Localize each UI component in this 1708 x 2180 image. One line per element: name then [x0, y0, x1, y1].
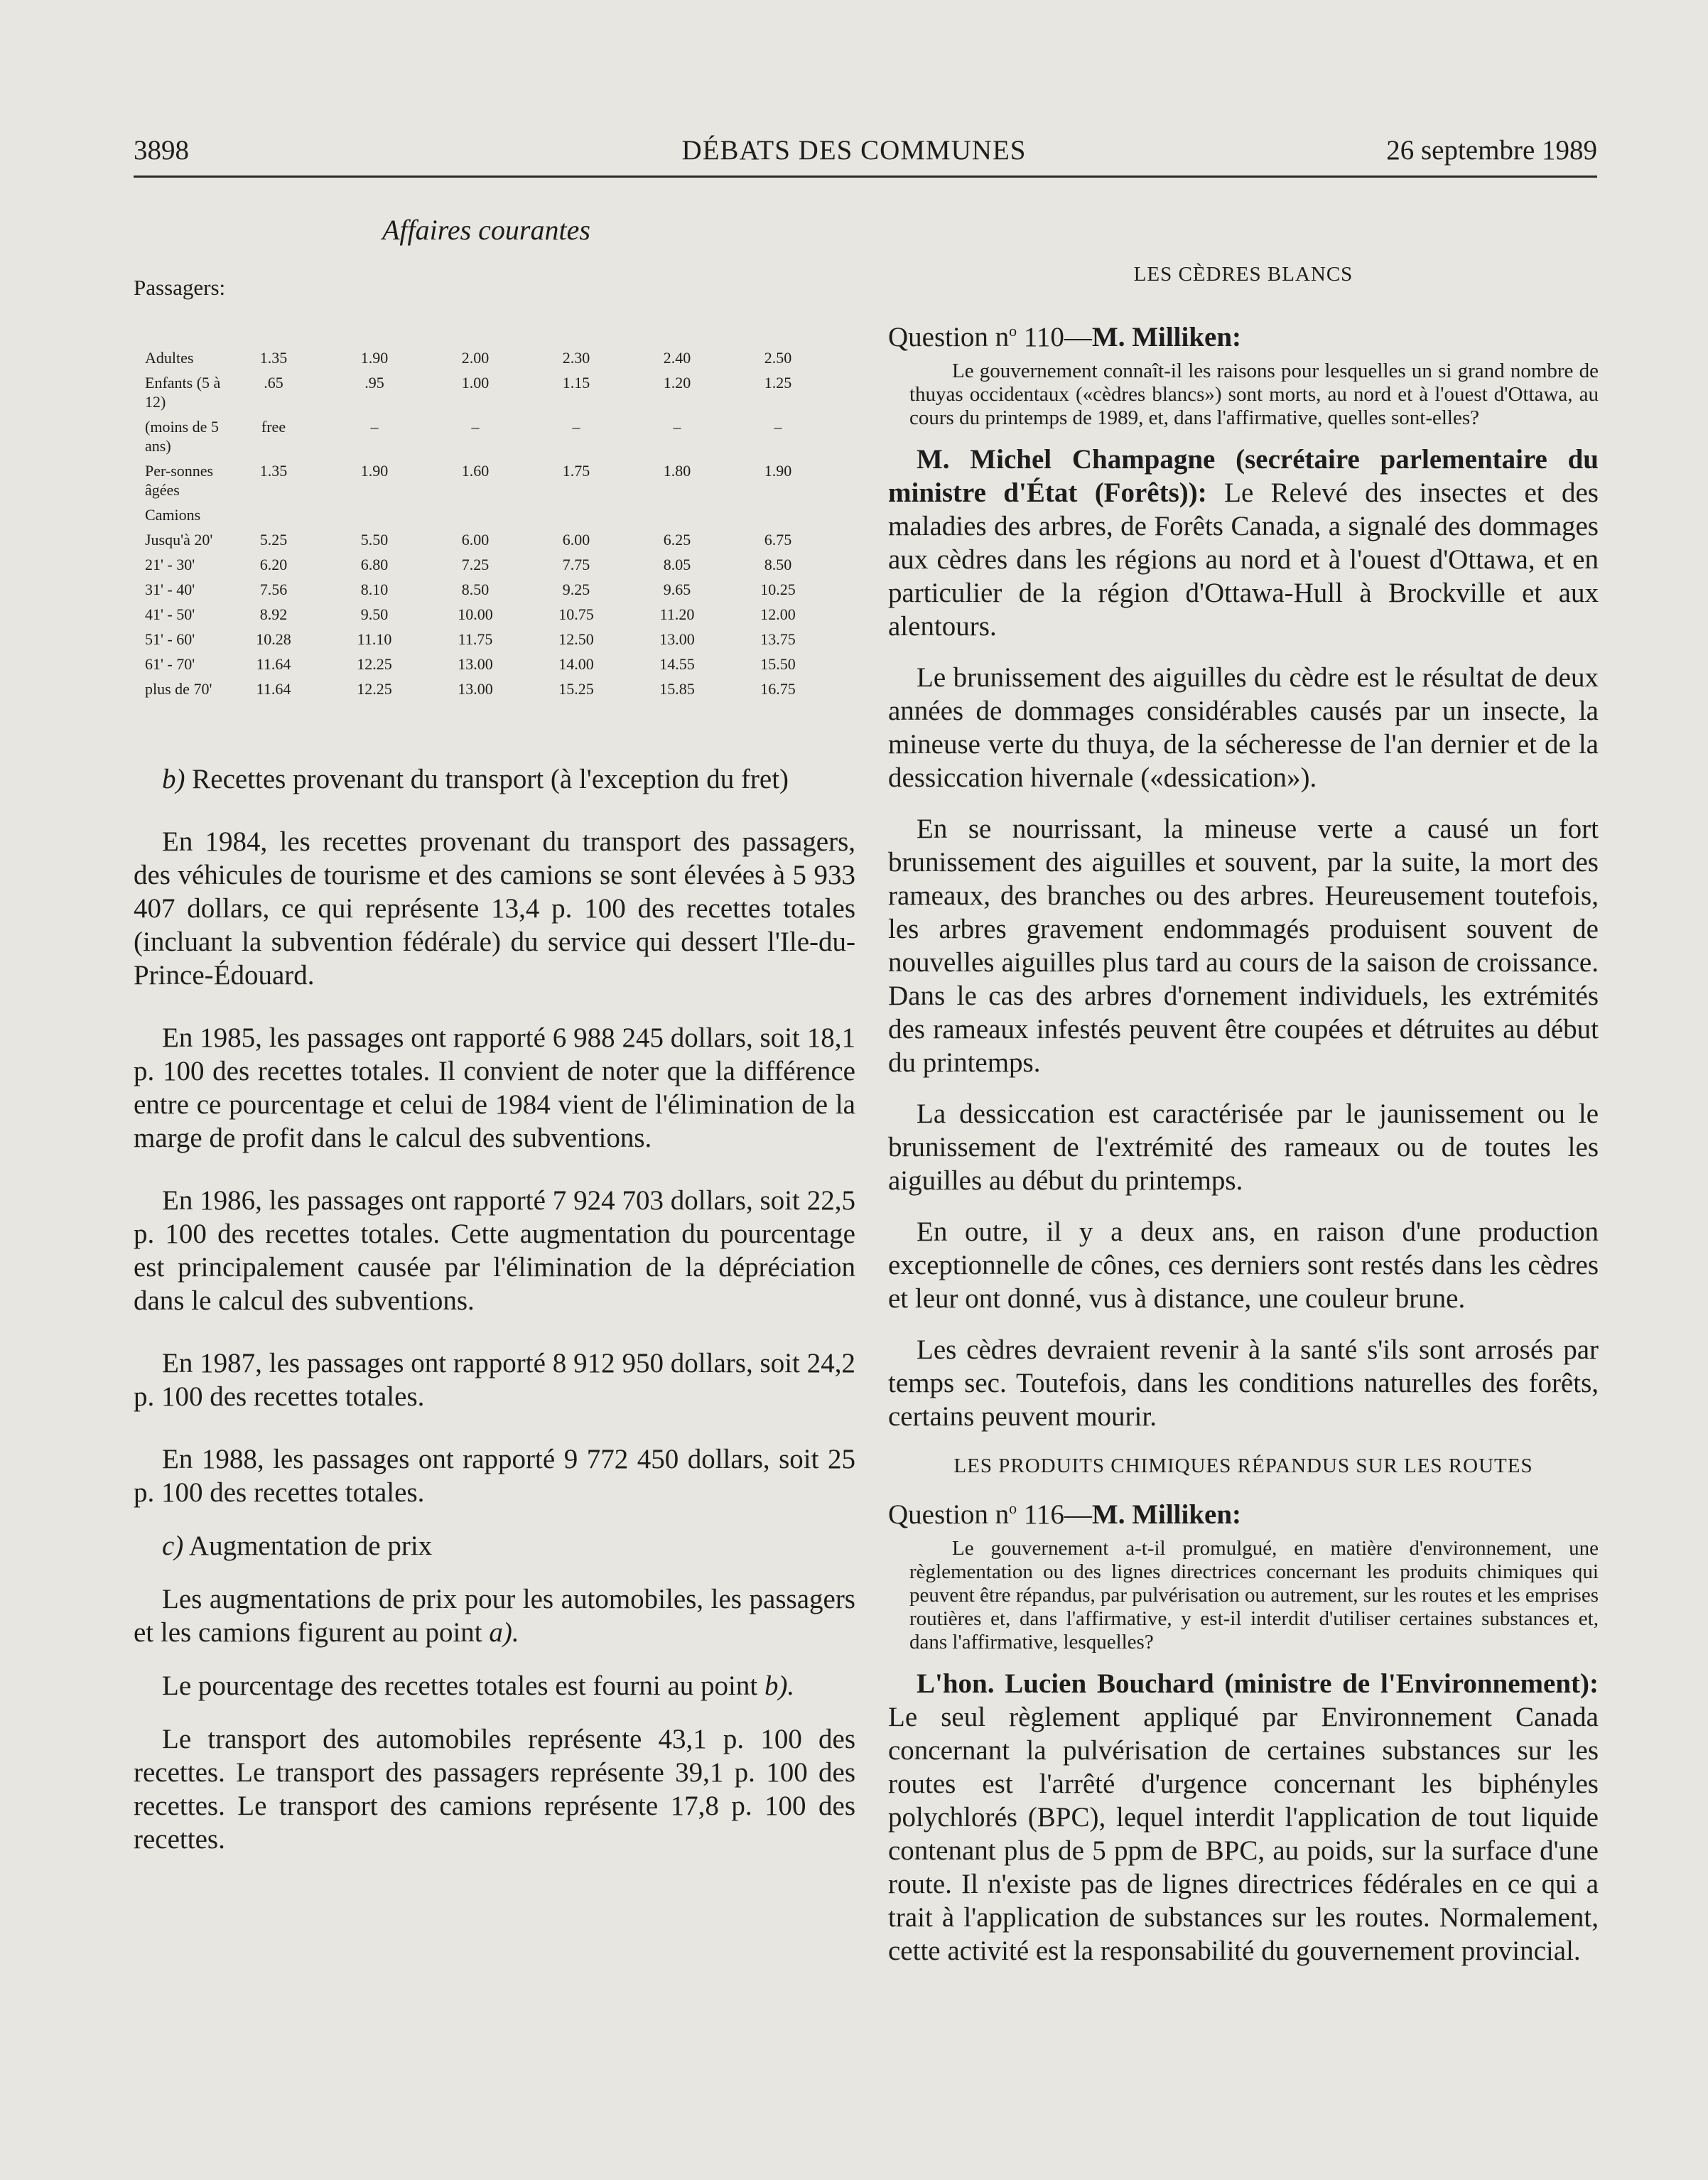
fare-value: .95 — [364, 374, 384, 392]
answer-116-p1 — [888, 1667, 1599, 1968]
fare-value: – — [673, 418, 681, 436]
fare-row — [134, 605, 855, 624]
issue-date: 26 septembre 1989 — [1386, 135, 1597, 166]
fare-value: 1.25 — [764, 374, 792, 392]
fare-value: 14.55 — [659, 655, 695, 673]
fare-category: 41' - 50' — [145, 605, 195, 623]
fare-category: (moins de 5 ans) — [145, 418, 219, 455]
fare-table — [134, 348, 855, 698]
answer-116-speaker: L'hon. Lucien Bouchard (ministre de l'Environnement): — [917, 1668, 1599, 1699]
fare-value: 6.25 — [663, 531, 691, 549]
fare-row — [134, 461, 855, 500]
fare-value: 2.40 — [663, 349, 691, 367]
fare-value: 1.90 — [360, 462, 389, 480]
question-110-number: 110— — [1017, 322, 1092, 352]
fare-value: 8.92 — [259, 605, 288, 623]
fare-value: 9.25 — [562, 581, 590, 598]
paragraph-1986: En 1986, les passages ont rapporté 7 924 703 dollars, soit 22,5 p. 100 des recettes totales. Cette augmentation du pourcentage est principalement causée par l'élimination de la dépréciation dans le calcul des subventions. — [134, 1185, 855, 1316]
fare-category: 31' - 40' — [145, 581, 195, 598]
fare-value: – — [572, 418, 580, 436]
fare-value: 13.00 — [458, 680, 493, 698]
fare-value: 11.64 — [256, 655, 291, 673]
paragraph-percent — [134, 1669, 855, 1703]
answer-110-p6: Les cèdres devraient revenir à la santé s'ils sont arrosés par temps sec. Toutefois, dans les conditions naturelles des forêts, certains peuvent mourir. — [888, 1334, 1599, 1432]
paragraph-percent-text: Le pourcentage des recettes totales est fourni au point — [162, 1671, 758, 1701]
fare-row — [134, 530, 855, 549]
question-110-author: M. Milliken: — [1091, 322, 1242, 352]
fare-category: Adultes — [145, 349, 194, 367]
question-116-author: M. Milliken: — [1091, 1499, 1242, 1530]
paragraph-1985: En 1985, les passages ont rapporté 6 988 245 dollars, soit 18,1 p. 100 des recettes totales. Il convient de noter que la différence entre ce pourcentage et celui de 1984 vient de l'élimination de la marge de profit dans le calcul des subventions. — [134, 1022, 855, 1153]
section-c-label: c) — [162, 1531, 184, 1561]
question-110-prefix: Question n — [888, 322, 1010, 352]
fare-value: 10.25 — [760, 581, 796, 598]
paragraph-1987: En 1987, les passages ont rapporté 8 912 950 dollars, soit 24,2 p. 100 des recettes totales. — [134, 1348, 855, 1412]
fare-value: 13.00 — [458, 655, 493, 673]
fare-row — [134, 373, 855, 411]
fare-value: 1.15 — [562, 374, 590, 392]
fare-value: 1.00 — [461, 374, 490, 392]
fare-value: 12.25 — [357, 680, 392, 698]
fare-category: Enfants (5 à 12) — [145, 374, 221, 411]
question-116-line — [888, 1491, 1599, 1531]
fare-row — [134, 505, 855, 524]
fare-category: plus de 70' — [145, 680, 212, 698]
fare-category: 21' - 30' — [145, 556, 195, 573]
fare-value: 6.75 — [764, 531, 792, 549]
question-110-sup: o — [1009, 322, 1017, 340]
fare-value: 8.50 — [461, 581, 490, 598]
fare-category: Camions — [145, 506, 201, 524]
fare-value: 8.05 — [663, 556, 691, 573]
fare-value: 8.10 — [360, 581, 389, 598]
answer-110-p1-text: Le Relevé des insectes et des maladies des arbres, de Forêts Canada, a signalé des dommages aux cèdres dans les régions au nord et à l'ouest d'Ottawa, et en particulier de la région d'Ottawa-Hull à Brockville et aux alentours. — [888, 477, 1599, 642]
question-110-line — [888, 314, 1599, 354]
fare-value: 1.35 — [259, 462, 288, 480]
fare-value: – — [774, 418, 782, 436]
fare-value: 2.30 — [562, 349, 590, 367]
fare-value: 10.28 — [256, 630, 291, 648]
fare-value: – — [471, 418, 480, 436]
fare-value: 7.25 — [461, 556, 490, 573]
fare-value: 12.50 — [558, 630, 594, 648]
fare-value: 1.60 — [461, 462, 490, 480]
paragraph-1984: En 1984, les recettes provenant du transport des passagers, des véhicules de tourisme et des camions se sont élevées à 5 933 407 dollars, ce qui représente 13,4 p. 100 des recettes totales (incluant la subvention fédérale) du service qui dessert l'Ile-du-Prince-Édouard. — [134, 826, 855, 991]
paragraph-percent-ref: b). — [764, 1671, 795, 1701]
section-c-heading — [134, 1529, 855, 1563]
fare-value: 9.65 — [663, 581, 691, 598]
publication-title: DÉBATS DES COMMUNES — [681, 135, 1027, 166]
answer-110-p5: En outre, il y a deux ans, en raison d'une production exceptionnelle de cônes, ces derniers sont restés dans les cèdres et leur ont donné, vus à distance, une couleur brune. — [888, 1216, 1599, 1314]
paragraph-prices-text: Les augmentations de prix pour les automobiles, les passagers et les camions figurent au point — [134, 1584, 855, 1648]
answer-116-p1-text: Le seul règlement appliqué par Environnement Canada concernant la pulvérisation de certaines substances sur les routes est l'arrêté d'urgence concernant les biphényles polychlorés (BPC), lequel interdit l'application de tout liquide contenant plus de 5 ppm de BPC, au poids, sur la surface d'une route. Il n'existe pas de lignes directrices fédérales en ce qui a trait à l'application de substances sur les routes. Normalement, cette activité est la responsabilité du gouvernement provincial. — [888, 1702, 1599, 1966]
question-110-text: Le gouvernement connaît-il les raisons pour lesquelles un si grand nombre de thuyas occidentaux («cèdres blancs») sont morts, au nord et à l'ouest d'Ottawa, au cours du printemps de 1989, et, dans l'affirmative, quelles sont-elles? — [909, 360, 1599, 429]
paragraph-prices — [134, 1582, 855, 1649]
fare-value: 1.90 — [764, 462, 792, 480]
fare-value: 1.20 — [663, 374, 691, 392]
fare-value: 11.75 — [458, 630, 493, 648]
paragraph-1988: En 1988, les passages ont rapporté 9 772 450 dollars, soit 25 p. 100 des recettes totales. — [134, 1444, 855, 1508]
fare-value: 6.00 — [461, 531, 490, 549]
fare-value: 6.20 — [259, 556, 288, 573]
fare-value: 13.75 — [760, 630, 796, 648]
fare-value: 7.56 — [259, 581, 288, 598]
fare-value: 5.25 — [259, 531, 288, 549]
section-b-heading — [134, 762, 855, 796]
heading-cedres-blancs: LES CÈDRES BLANCS — [1133, 263, 1353, 286]
fare-row — [134, 654, 855, 674]
fare-row — [134, 580, 855, 599]
fare-value: 15.50 — [760, 655, 796, 673]
fare-value: 13.00 — [659, 630, 695, 648]
fare-value: 16.75 — [760, 680, 796, 698]
question-116-sup: o — [1009, 1499, 1017, 1517]
section-c-title: Augmentation de prix — [188, 1531, 433, 1561]
fare-value: 11.10 — [357, 630, 392, 648]
header-rule — [134, 176, 1597, 178]
page-number: 3898 — [134, 135, 189, 166]
paragraph-transport: Le transport des automobiles représente 43,1 p. 100 des recettes. Le transport des passagers représente 39,1 p. 100 des recettes. Le transport des camions représente 17,8 p. 100 des recettes. — [134, 1724, 855, 1855]
fare-value: 8.50 — [764, 556, 792, 573]
fare-row — [134, 348, 855, 367]
answer-110-p1 — [888, 443, 1599, 643]
paragraph-prices-ref: a). — [489, 1617, 519, 1648]
fare-value: 15.85 — [659, 680, 695, 698]
fare-category: Per-sonnes âgées — [145, 462, 214, 499]
fare-value: 5.50 — [360, 531, 389, 549]
fare-row — [134, 679, 855, 698]
fare-value: 11.20 — [659, 605, 695, 623]
question-116-prefix: Question n — [888, 1499, 1010, 1530]
answer-110-p4: La dessiccation est caractérisée par le jaunissement ou le brunissement de l'extrémité des rameaux ou de toutes les aiguilles au début du printemps. — [888, 1099, 1599, 1196]
fare-value: .65 — [264, 374, 283, 392]
fare-row — [134, 555, 855, 574]
question-116-text: Le gouvernement a-t-il promulgué, en matière d'environnement, une règlementation ou des lignes directrices concernant les produits chimiques qui peuvent être répandus, par pulvérisation ou autrement, sur les routes et les emprises routières et, dans l'affirmative, y est-il interdit d'utiliser certaines substances et, dans l'affirmative, lesquelles? — [909, 1537, 1599, 1653]
fare-value: 6.80 — [360, 556, 389, 573]
fare-value: 6.00 — [562, 531, 590, 549]
fare-value: free — [261, 418, 286, 436]
fare-value: 10.75 — [558, 605, 594, 623]
table-label: Passagers: — [134, 275, 226, 300]
section-b-label: b) — [162, 764, 185, 794]
fare-category: 61' - 70' — [145, 655, 195, 673]
fare-value: 12.00 — [760, 605, 796, 623]
fare-value: 14.00 — [558, 655, 594, 673]
fare-category: Jusqu'à 20' — [145, 531, 213, 549]
fare-value: 1.80 — [663, 462, 691, 480]
fare-value: 15.25 — [558, 680, 594, 698]
fare-value: 2.50 — [764, 349, 792, 367]
heading-produits-chimiques: LES PRODUITS CHIMIQUES RÉPANDUS SUR LES ROUTES — [953, 1455, 1533, 1477]
answer-110-p2: Le brunissement des aiguilles du cèdre est le résultat de deux années de dommages considérables causés par un insecte, la mineuse verte du thuya, de la sécheresse de l'an dernier et de la dessiccation hivernale («dessication»). — [888, 662, 1599, 793]
question-116-number: 116— — [1017, 1499, 1092, 1530]
answer-110-speaker: M. Michel Champagne (secrétaire parlementaire du ministre d'État (Forêts)): — [888, 444, 1599, 508]
fare-value: 1.90 — [360, 349, 389, 367]
fare-value: – — [370, 418, 379, 436]
left-column — [134, 213, 855, 1856]
fare-value: 9.50 — [360, 605, 389, 623]
fare-category: 51' - 60' — [145, 630, 195, 648]
rubric-heading: Affaires courantes — [382, 214, 590, 246]
fare-value: 12.25 — [357, 655, 392, 673]
fare-row — [134, 417, 855, 455]
fare-row — [134, 630, 855, 649]
fare-value: 10.00 — [458, 605, 493, 623]
fare-value: 1.75 — [562, 462, 590, 480]
fare-value: 11.64 — [256, 680, 291, 698]
fare-value: 2.00 — [461, 349, 490, 367]
answer-110-p3: En se nourrissant, la mineuse verte a causé un fort brunissement des aiguilles et souvent, par la suite, la mort des rameaux, des branches ou des arbres. Heureusement toutefois, les arbres gravement endommagés produisent souvent de nouvelles aiguilles plus tard au cours de la saison de croissance. Dans le cas des arbres d'ornement individuels, les extrémités des rameaux infestés peuvent être coupées et détruites au début du printemps. — [888, 814, 1599, 1078]
right-column — [888, 261, 1599, 1968]
fare-value: 1.35 — [259, 349, 288, 367]
fare-value: 7.75 — [562, 556, 590, 573]
section-b-title: Recettes provenant du transport (à l'exception du fret) — [192, 764, 789, 794]
